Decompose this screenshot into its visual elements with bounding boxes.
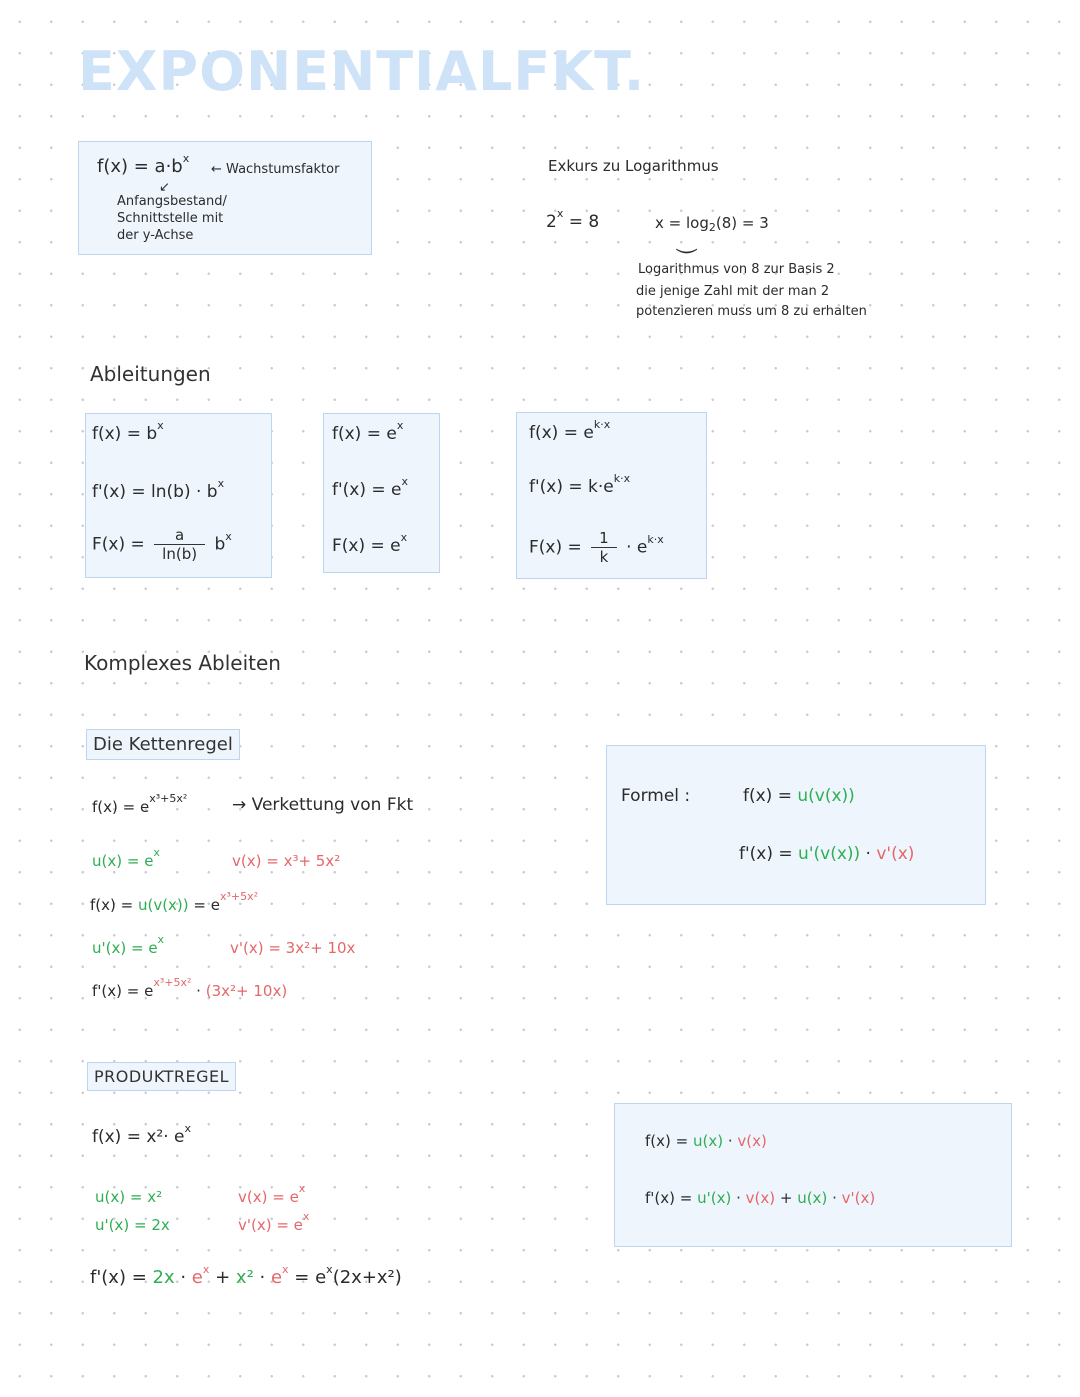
formel-label: Formel : (621, 786, 691, 806)
ableitung-box-b (85, 413, 272, 578)
anfang-line-1: Anfangsbestand/ (117, 194, 227, 209)
kettenregel-label: Die Kettenregel (86, 729, 240, 760)
komplex-heading: Komplexes Ableiten (84, 651, 281, 675)
box3-fraction: $\frac{1}{k}$ (591, 529, 617, 566)
box1-F: F(x) = $\frac{a}{\ln(b)}$ $b^x$ (92, 526, 232, 563)
anfang-line-3: der y-Achse (117, 228, 194, 243)
arrow-down-icon: ↙ (159, 180, 170, 195)
kette-fu: $f(x) = u(v(x)) = e^{x^3+5x^2}$ (90, 890, 259, 914)
wachstum-label: ← Wachstumsfaktor (211, 162, 340, 177)
arrow-left-icon: ← (211, 162, 222, 177)
kette-vprime: v'(x) = 3x²+ 10x (230, 939, 356, 957)
produkt-box-f: f(x) = u(x) · v(x) (645, 1132, 767, 1150)
box3-f: $f(x) = e^{k\cdot x}$ (529, 418, 611, 443)
box1-fprime: $f'(x) = \ln(b) \cdot b^x$ (92, 477, 225, 502)
kette-f: $f(x) = e^{x^3+5x^2}$ (92, 792, 188, 816)
formel-f: f(x) = u(v(x)) (743, 786, 855, 806)
kette-v: v(x) = x³+ 5x² (232, 852, 341, 870)
produkt-v: $v(x) = e^x$ (238, 1182, 306, 1206)
box3-F: F(x) = $\frac{1}{k}$ · $e^{k\cdot x}$ (529, 529, 664, 566)
exkurs-text-2: die jenige Zahl mit der man 2 (636, 284, 830, 299)
arrow-right-icon: → (232, 795, 247, 815)
box1-f: $f(x) = b^x$ (92, 419, 164, 444)
produkt-f: $f(x) = x^2\cdot e^x$ (92, 1122, 192, 1147)
anfang-line-2: Schnittstelle mit (117, 211, 224, 226)
exkurs-text-3: potenzieren muss um 8 zu erhalten (636, 304, 867, 319)
ableitung-box-e (323, 413, 440, 573)
definition-box (78, 141, 372, 255)
definition-formula: $f(x) = a\cdot b^x$ (97, 152, 190, 177)
ableitungen-heading: Ableitungen (90, 362, 211, 386)
produkt-u: u(x) = x² (95, 1188, 163, 1206)
page-title: EXPONENTIALFKT. (78, 40, 646, 103)
exkurs-text-1: Logarithmus von 8 zur Basis 2 (638, 262, 835, 277)
exkurs-heading: Exkurs zu Logarithmus (548, 157, 719, 175)
produkt-box-fprime: f'(x) = u'(x) · v(x) + u(x) · v'(x) (645, 1189, 876, 1207)
box2-fprime: $f'(x) = e^x$ (332, 475, 409, 500)
produkt-vprime: $v'(x) = e^x$ (238, 1210, 310, 1234)
kette-fprime: $f'(x) = e^{x^3+5x^2} \cdot (3x^2+ 10x)$ (92, 976, 288, 1000)
kette-uprime: $u'(x) = e^x$ (92, 933, 165, 957)
formel-box (606, 745, 986, 905)
kette-u: $u(x) = e^x$ (92, 846, 160, 870)
box2-F: $F(x) = e^x$ (332, 531, 408, 556)
produkt-uprime: u'(x) = 2x (95, 1216, 170, 1234)
produkt-formel-box (614, 1103, 1012, 1247)
formel-fprime: f'(x) = u'(v(x)) · v'(x) (739, 844, 915, 864)
box1-fraction: $\frac{a}{\ln(b)}$ (154, 526, 205, 563)
box2-f: $f(x) = e^x$ (332, 419, 404, 444)
exkurs-log: $x = \log_2(8) = 3$ (655, 214, 769, 234)
exkurs-equation: $2^x = 8$ (546, 207, 600, 232)
kette-verkettung: → Verkettung von Fkt (232, 795, 414, 815)
box3-fprime: $f'(x) = k\cdot e^{k\cdot x}$ (529, 472, 631, 497)
produkt-result: $f'(x) = 2x \cdot e^x + x^2 \cdot e^x = e^x(2x+x^2)$ (90, 1263, 402, 1288)
ableitung-box-ekx (516, 412, 707, 579)
brace-icon: ⏝ (676, 228, 698, 253)
produktregel-label: PRODUKTREGEL (87, 1062, 236, 1091)
